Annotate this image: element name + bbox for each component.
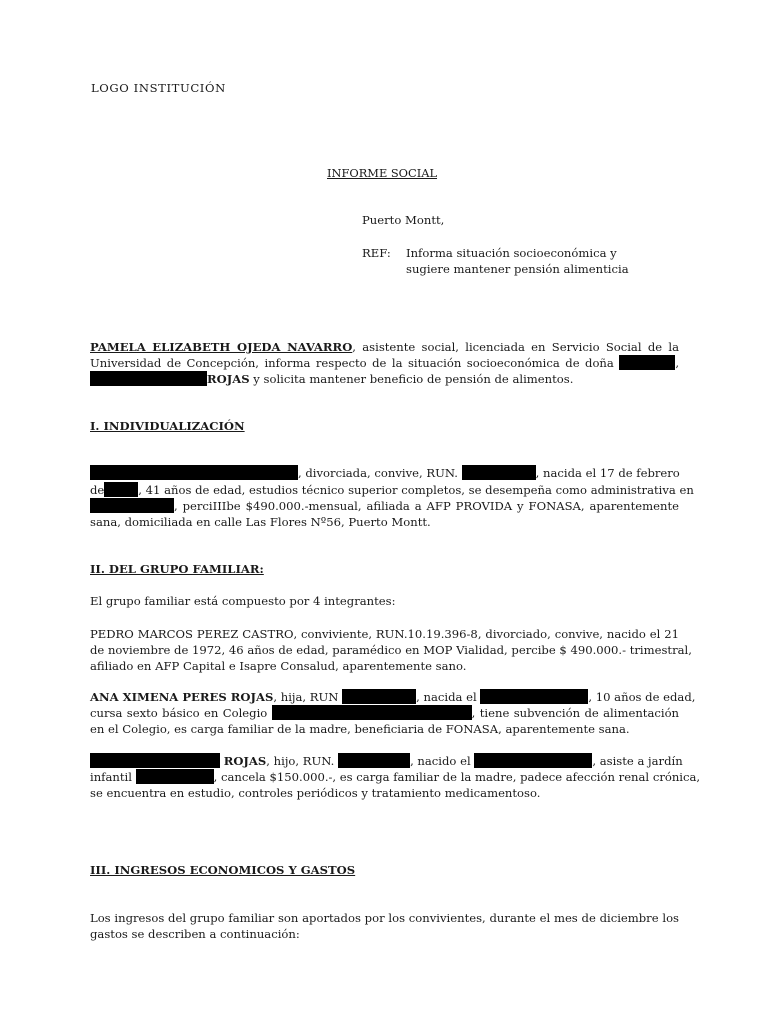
- section-1-title: I. INDIVIDUALIZACIÓN: [90, 419, 245, 433]
- logo-placeholder: LOGO INSTITUCIÓN: [91, 81, 226, 95]
- redaction: [462, 465, 536, 480]
- redaction: [104, 482, 138, 497]
- member-3-line-2: [90, 769, 701, 785]
- intro-line-2-end: ,: [675, 356, 679, 370]
- member-3-line-3: se encuentra en estudio, controles periódicos y tratamiento medicamentoso.: [90, 786, 541, 800]
- intro-line-1: [90, 339, 679, 355]
- member-3-surname: ROJAS: [223, 754, 267, 768]
- member-2-line-2-a: cursa sexto básico en Colegio: [90, 706, 268, 720]
- member-1-line-3: afiliado en AFP Capital e Isapre Consalud, aparentemente sano.: [90, 659, 467, 673]
- intro-line-3: [90, 371, 679, 387]
- redaction: [338, 753, 410, 768]
- redaction: [90, 498, 174, 513]
- member-1-line-2: de noviembre de 1972, 46 años de edad, paramédico en MOP Vialidad, percibe $ 490.000.- trimestral,: [90, 643, 692, 657]
- member-2-line-1-b: , nacida el: [416, 690, 477, 704]
- redaction: [90, 465, 298, 480]
- redaction: [136, 769, 214, 784]
- s1-line-2-b: , 41 años de edad, estudios técnico superior completos, se desempeña como administrativa en: [138, 483, 694, 497]
- intro-line-2-text: Universidad de Concepción, informa respecto de la situación socioeconómica de doña: [90, 356, 614, 370]
- member-2-line-3: en el Colegio, es carga familiar de la madre, beneficiaria de FONASA, aparentemente sana.: [90, 722, 630, 736]
- section-2-title: II. DEL GRUPO FAMILIAR:: [90, 562, 264, 576]
- s1-line-3: [90, 498, 679, 514]
- member-1-line-1: [90, 626, 679, 642]
- s1-line-1-a: , divorciada, convive, RUN.: [298, 466, 458, 480]
- client-surname: ROJAS: [207, 372, 250, 386]
- document-title: INFORME SOCIAL: [327, 166, 438, 180]
- s1-line-1: [90, 465, 679, 481]
- s1-line-1-b: , nacida el 17 de febrero: [535, 466, 680, 480]
- s1-line-3-a: , perciIIIbe $490.000.-mensual, afiliada a AFP PROVIDA y FONASA, aparentemente: [174, 499, 679, 513]
- member-3-line-1-b: , nacido el: [410, 754, 471, 768]
- redaction: [90, 753, 220, 768]
- redaction: [342, 689, 416, 704]
- s1-line-4: sana, domiciliada en calle Las Flores Nº56, Puerto Montt.: [90, 515, 431, 529]
- ref-line-1: Informa situación socioeconómica y: [406, 246, 617, 260]
- member-3-line-2-a: infantil: [90, 770, 132, 784]
- redaction: [474, 753, 592, 768]
- redaction: [272, 705, 472, 720]
- section-3-title: III. INGRESOS ECONOMICOS Y GASTOS: [90, 863, 356, 877]
- member-3-line-1: [90, 753, 683, 769]
- ref-label: REF:: [362, 246, 391, 260]
- member-3-line-1-a: , hijo, RUN.: [266, 754, 335, 768]
- member-2-name: ANA XIMENA PERES ROJAS: [90, 690, 274, 704]
- s2-intro: El grupo familiar está compuesto por 4 integrantes:: [90, 594, 396, 608]
- s3-line-2: gastos se describen a continuación:: [90, 927, 300, 941]
- s1-line-2: [90, 482, 694, 498]
- s3-line-1: Los ingresos del grupo familiar son aportados por los convivientes, durante el mes de diciembre los: [90, 911, 679, 925]
- redaction: [90, 371, 207, 386]
- author-name: PAMELA ELIZABETH OJEDA NAVARRO: [90, 340, 353, 354]
- redaction: [480, 689, 588, 704]
- member-2-line-2: [90, 705, 679, 721]
- s1-line-2-a: de: [90, 483, 105, 497]
- member-2-line-1-a: , hija, RUN: [273, 690, 339, 704]
- member-1-line-1-text: , conviviente, RUN.10.19.396-8, divorciado, convive, nacido el 21: [293, 627, 679, 641]
- member-3-line-1-c: , asiste a jardín: [592, 754, 683, 768]
- redaction: [619, 355, 675, 370]
- member-1-name: PEDRO MARCOS PEREZ CASTRO: [90, 627, 294, 641]
- place-line: Puerto Montt,: [362, 213, 445, 227]
- member-3-line-2-b: , cancela $150.000.-, es carga familiar de la madre, padece afección renal crónica,: [213, 770, 701, 784]
- intro-line-3-text: y solicita mantener beneficio de pensión de alimentos.: [249, 372, 574, 386]
- member-2-line-1-c: , 10 años de edad,: [588, 690, 696, 704]
- member-2-line-2-b: , tiene subvención de alimentación: [471, 706, 680, 720]
- intro-line-2: [90, 355, 679, 371]
- intro-line-1-text: , asistente social, licenciada en Servicio Social de la: [352, 340, 679, 354]
- member-2-line-1: [90, 689, 696, 705]
- ref-line-2: sugiere mantener pensión alimenticia: [406, 262, 629, 276]
